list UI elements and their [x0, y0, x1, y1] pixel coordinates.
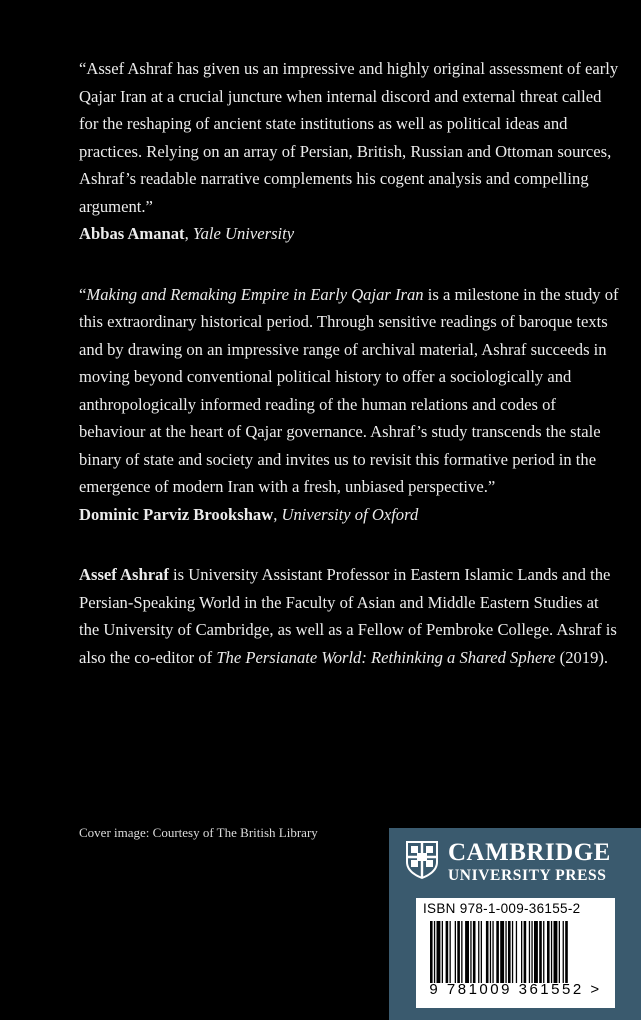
barcode-bar	[554, 921, 558, 983]
barcode-bar	[508, 921, 511, 983]
barcode-bar	[442, 921, 443, 983]
barcode-bar	[563, 921, 564, 983]
isbn-barcode	[416, 898, 615, 1008]
publisher-logo	[405, 840, 611, 885]
barcode-bar	[539, 921, 542, 983]
barcode-bar	[455, 921, 456, 983]
reviewer-affiliation: Yale University	[192, 224, 295, 243]
barcode-bar	[521, 921, 522, 983]
quote-open: “	[79, 284, 87, 304]
barcode-bar	[446, 921, 449, 983]
author-bio	[79, 561, 619, 671]
book-title-italic: Making and Remaking Empire in Early Qajar Iran	[86, 284, 424, 304]
isbn-label: ISBN 978-1-009-36155-2	[423, 901, 581, 916]
quote-rest: is a milestone in the study of this extraordinary historical period. Through sensitive readings of baroque texts and by drawing on an impressive range of archival material, Ashraf succeeds in moving beyond conventional political history to offer a sociologically and anthropologically informed reading of the human relations and codes of behaviour at the heart of Qajar governance. Ashraf’s study transcends the stale binary of state and society and invites us to revisit this formative period in the emergence of modern Iran with a fresh, unbiased perspective.”	[79, 284, 619, 496]
barcode-bar	[490, 921, 491, 983]
barcode-bars	[430, 921, 600, 983]
barcode-bar	[465, 921, 469, 983]
barcode-bar	[478, 921, 479, 983]
barcode-bar	[551, 921, 552, 983]
blurb-attribution-amanat: Abbas Amanat, Yale University	[79, 224, 295, 243]
reviewer-affiliation: University of Oxford	[281, 504, 419, 524]
author-bio-text: is University Assistant Professor in Eastern Islamic Lands and the Persian-Speaking World in the Faculty of Asian and Middle Eastern Studies at the University of Cambridge, as well as a Fellow of Pembroke College. Ashraf is also the co-editor of	[79, 565, 617, 667]
barcode-bar	[559, 921, 560, 983]
back-cover-text	[79, 55, 619, 671]
barcode-bar	[461, 921, 462, 983]
reviewer-name: Dominic Parviz Brookshaw	[79, 504, 274, 524]
blurb-attribution-brookshaw: Dominic Parviz Brookshaw, University of Oxford	[79, 504, 419, 524]
publisher-panel	[389, 828, 641, 1020]
barcode-bar	[496, 921, 499, 983]
co-edited-book-year: (2019).	[555, 647, 609, 667]
publisher-name-line2: UNIVERSITY PRESS	[448, 867, 607, 884]
cambridge-shield-icon	[405, 840, 439, 880]
barcode-bar	[457, 921, 460, 983]
barcode-bar	[534, 921, 538, 983]
barcode-bar	[547, 921, 550, 983]
co-edited-book-title: The Persianate World: Rethinking a Shared Sphere	[216, 647, 556, 667]
publisher-name	[448, 840, 611, 885]
barcode-bar	[516, 921, 517, 983]
barcode-bar	[543, 921, 544, 983]
barcode-bar	[505, 921, 506, 983]
barcode-digits: 9 781009 361552 >	[429, 981, 602, 998]
barcode-bar	[565, 921, 568, 983]
author-name: Assef Ashraf	[79, 565, 169, 584]
barcode-bar	[434, 921, 435, 983]
barcode-bar	[524, 921, 527, 983]
barcode-bar	[481, 921, 482, 983]
barcode-bar	[473, 921, 476, 983]
barcode-bar	[437, 921, 441, 983]
barcode-bar	[500, 921, 504, 983]
publisher-name-line1: CAMBRIDGE	[448, 839, 611, 866]
blurb-quote-amanat: “Assef Ashraf has given us an impressive and highly original assessment of early Qajar Iran at a crucial juncture when internal discord and external threat called for the reshaping of ancient state institutions as well as political ideas and practices. Relying on an array of Persian, British, Russian and Ottoman sources, Ashraf’s readable narrative complements his cogent analysis and compelling argument.”	[79, 59, 619, 216]
barcode-bar	[529, 921, 530, 983]
barcode-bar	[430, 921, 433, 983]
barcode-bar	[531, 921, 532, 983]
blurb-quote-brookshaw	[79, 281, 619, 501]
barcode-bar	[470, 921, 471, 983]
barcode-bar	[512, 921, 513, 983]
cover-image-credit: Cover image: Courtesy of The British Library	[79, 825, 318, 840]
barcode-bar	[486, 921, 489, 983]
barcode-bar	[492, 921, 493, 983]
reviewer-name: Abbas Amanat	[79, 224, 185, 243]
barcode-bar	[450, 921, 451, 983]
